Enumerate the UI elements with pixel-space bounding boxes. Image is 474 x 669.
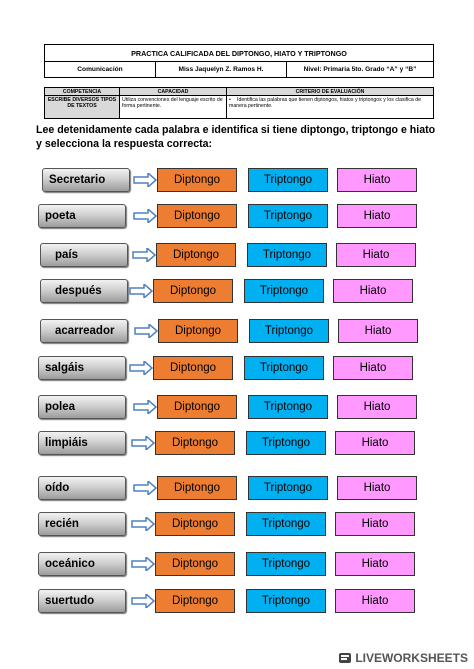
logo-icon <box>338 651 352 665</box>
hiato-option-button[interactable]: Hiato <box>333 279 413 303</box>
liveworksheets-logo <box>338 651 468 665</box>
triptongo-option-button[interactable]: Triptongo <box>244 279 324 303</box>
word-label: salgáis <box>38 356 126 380</box>
diptongo-option-button[interactable]: Diptongo <box>153 279 233 303</box>
triptongo-option-button[interactable]: Triptongo <box>248 204 328 228</box>
diptongo-option-button[interactable]: Diptongo <box>157 476 237 500</box>
word-label: limpiáis <box>38 431 126 455</box>
word-label: país <box>40 243 128 267</box>
hiato-option-button[interactable]: Hiato <box>336 243 416 267</box>
diptongo-option-button[interactable]: Diptongo <box>157 395 237 419</box>
word-label: oceánico <box>38 552 126 576</box>
triptongo-option-button[interactable]: Triptongo <box>246 431 326 455</box>
diptongo-option-button[interactable]: Diptongo <box>155 512 235 536</box>
arrow-right-icon <box>129 361 153 375</box>
triptongo-option-button[interactable]: Triptongo <box>244 356 324 380</box>
header-table <box>44 44 434 78</box>
arrow-right-icon <box>131 436 155 450</box>
evaluation-table <box>44 87 434 119</box>
subject-area: Comunicación <box>45 62 156 77</box>
bullet-icon: • <box>229 97 231 103</box>
triptongo-option-button[interactable]: Triptongo <box>248 168 328 192</box>
arrow-right-icon <box>133 173 157 187</box>
arrow-right-icon <box>133 400 157 414</box>
word-label: suertudo <box>38 589 126 613</box>
arrow-right-icon <box>134 324 158 338</box>
arrow-right-icon <box>131 517 155 531</box>
hiato-option-button[interactable]: Hiato <box>335 589 415 613</box>
hiato-option-button[interactable]: Hiato <box>335 512 415 536</box>
arrow-right-icon <box>129 284 153 298</box>
capacidad-cell: Utiliza convenciones del lenguaje escrito de forma pertinente. <box>120 96 227 118</box>
evaluation-body <box>45 96 433 118</box>
word-label: acarreador <box>40 319 128 343</box>
hiato-option-button[interactable]: Hiato <box>333 356 413 380</box>
competencia-header: COMPETENCIA <box>45 88 120 95</box>
diptongo-option-button[interactable]: Diptongo <box>155 589 235 613</box>
capacidad-header: CAPACIDAD <box>120 88 227 95</box>
word-label: después <box>40 279 128 303</box>
triptongo-option-button[interactable]: Triptongo <box>246 512 326 536</box>
brand-text: LIVEWORKSHEETS <box>355 651 468 665</box>
hiato-option-button[interactable]: Hiato <box>338 319 418 343</box>
diptongo-option-button[interactable]: Diptongo <box>155 552 235 576</box>
arrow-right-icon <box>133 481 157 495</box>
word-label: recién <box>38 512 126 536</box>
triptongo-option-button[interactable]: Triptongo <box>248 395 328 419</box>
arrow-right-icon <box>131 594 155 608</box>
diptongo-option-button[interactable]: Diptongo <box>155 431 235 455</box>
hiato-option-button[interactable]: Hiato <box>337 168 417 192</box>
hiato-option-button[interactable]: Hiato <box>337 395 417 419</box>
instructions: Lee detenidamente cada palabra e identifica si tiene diptongo, triptongo e hiato y selecciona la respuesta correcta: <box>36 124 436 150</box>
triptongo-option-button[interactable]: Triptongo <box>249 319 329 343</box>
word-label: Secretario <box>42 168 130 192</box>
hiato-option-button[interactable]: Hiato <box>335 552 415 576</box>
diptongo-option-button[interactable]: Diptongo <box>157 204 237 228</box>
arrow-right-icon <box>132 248 156 262</box>
worksheet-title: PRACTICA CALIFICADA DEL DIPTONGO, HIATO Y TRIPTONGO <box>45 45 433 62</box>
triptongo-option-button[interactable]: Triptongo <box>246 552 326 576</box>
word-label: poeta <box>38 204 126 228</box>
teacher-name: Miss Jaquelyn Z. Ramos H. <box>156 62 287 77</box>
header-info-row <box>45 62 433 77</box>
triptongo-option-button[interactable]: Triptongo <box>248 476 328 500</box>
arrow-right-icon <box>131 557 155 571</box>
word-label: polea <box>38 395 126 419</box>
criterio-header: CRITERIO DE EVALUACIÓN <box>295 88 365 95</box>
hiato-option-button[interactable]: Hiato <box>337 476 417 500</box>
diptongo-option-button[interactable]: Diptongo <box>158 319 238 343</box>
diptongo-option-button[interactable]: Diptongo <box>153 356 233 380</box>
grade-level: Nivel: Primaria 5to. Grado “A” y “B” <box>303 66 417 73</box>
diptongo-option-button[interactable]: Diptongo <box>156 243 236 267</box>
criterio-cell <box>227 96 433 118</box>
triptongo-option-button[interactable]: Triptongo <box>247 243 327 267</box>
evaluation-head <box>45 88 433 96</box>
arrow-right-icon <box>133 209 157 223</box>
competencia-cell: ESCRIBE DIVERSOS TIPOS DE TEXTOS <box>45 96 120 118</box>
hiato-option-button[interactable]: Hiato <box>337 204 417 228</box>
triptongo-option-button[interactable]: Triptongo <box>246 589 326 613</box>
diptongo-option-button[interactable]: Diptongo <box>157 168 237 192</box>
word-label: oído <box>38 476 126 500</box>
criterio-text: Identifica las palabras que tienen diptongos, hiatos y triptongos y los clasifica de manera pertinente. <box>229 97 421 109</box>
hiato-option-button[interactable]: Hiato <box>335 431 415 455</box>
